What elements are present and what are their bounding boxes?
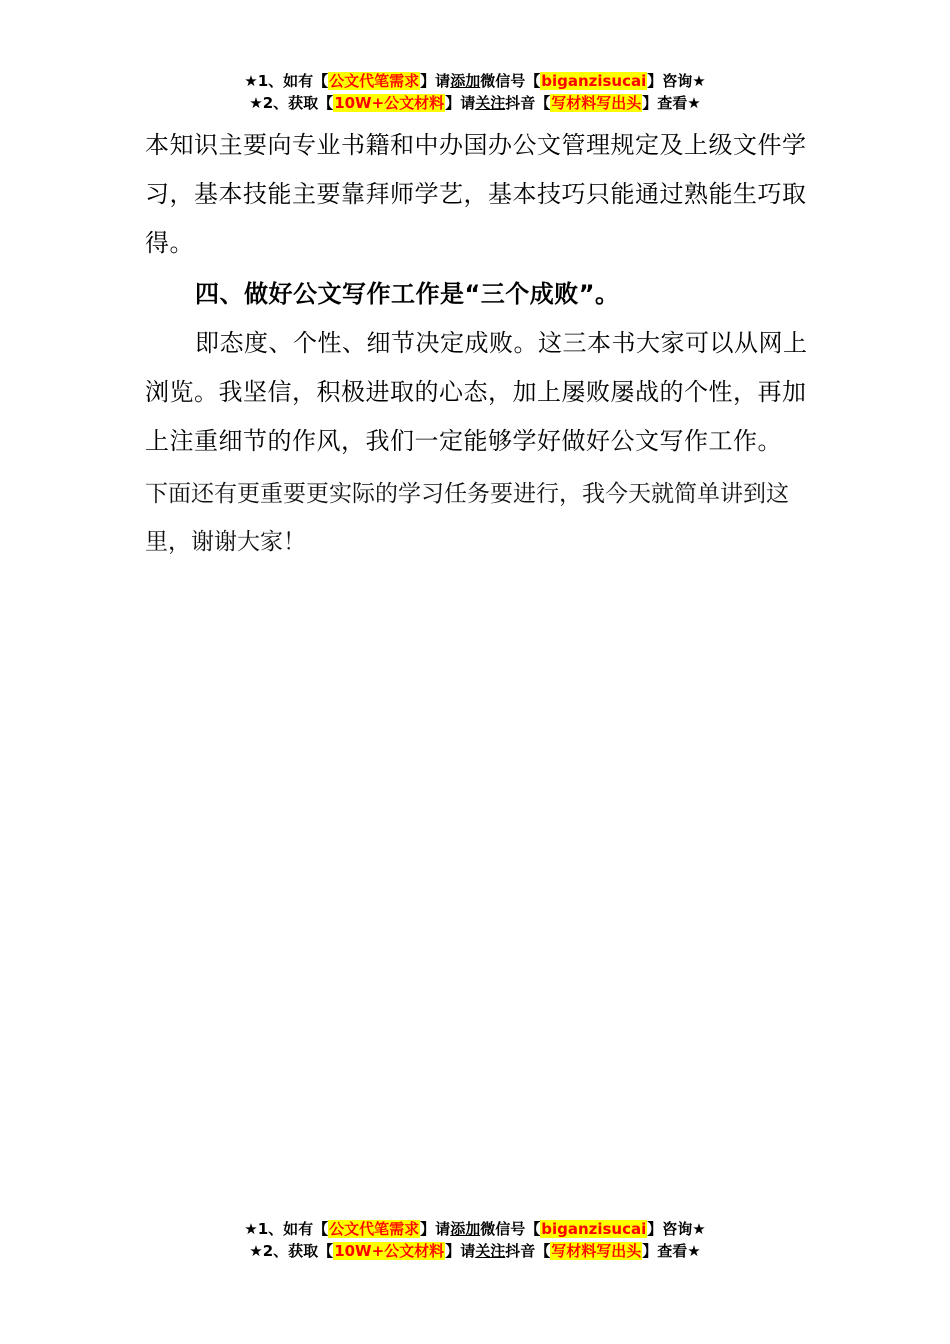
promo-underlined-add: 添加 — [450, 1220, 481, 1238]
promo-highlight-wechat-id: biganzisucai — [541, 72, 647, 90]
promo-highlight-douyin-account: 写材料写出头 — [551, 94, 642, 112]
document-body — [145, 121, 810, 566]
promo-highlight-ghostwriting: 公文代笔需求 — [329, 72, 420, 90]
promo-line-2-mid: 】请 — [445, 94, 476, 112]
top-promo-banner — [0, 70, 950, 114]
section-heading-4: 四、做好公文写作工作是“三个成败”。 — [195, 280, 620, 308]
bottom-promo-banner — [0, 1218, 950, 1262]
promo-highlight-materials: 10W+公文材料 — [334, 1242, 445, 1260]
promo-line-1-mid: 】请 — [420, 72, 451, 90]
promo-line-1 — [0, 70, 950, 92]
promo-line-1-mid2: 微信号【 — [480, 72, 541, 90]
promo-line-2-suffix: 】查看★ — [642, 1242, 701, 1260]
promo-line-2-prefix: ★2、获取【 — [249, 94, 334, 112]
promo-line-1-mid2: 微信号【 — [480, 1220, 541, 1238]
body-paragraph-2: 即态度、个性、细节决定成败。这三本书大家可以从网上浏览。我坚信，积极进取的心态，加上屡败屡战的个性，再加上注重细节的作风，我们一定能够学好做好公文写作工作。 — [145, 329, 808, 455]
promo-line-2-suffix: 】查看★ — [642, 94, 701, 112]
promo-line-1-prefix: ★1、如有【 — [244, 72, 329, 90]
promo-highlight-douyin-account: 写材料写出头 — [551, 1242, 642, 1260]
promo-line-2 — [0, 92, 950, 114]
closing-remarks: 下面还有更重要更实际的学习任务要进行，我今天就简单讲到这里，谢谢大家！ — [145, 481, 789, 555]
promo-underlined-follow: 关注 — [475, 94, 506, 112]
promo-line-1-prefix: ★1、如有【 — [244, 1220, 329, 1238]
promo-highlight-ghostwriting: 公文代笔需求 — [329, 1220, 420, 1238]
promo-line-1-suffix: 】咨询★ — [647, 72, 706, 90]
promo-line-2-mid2: 抖音【 — [505, 1242, 551, 1260]
promo-line-1-suffix: 】咨询★ — [647, 1220, 706, 1238]
promo-line-1-mid: 】请 — [420, 1220, 451, 1238]
promo-line-2-mid: 】请 — [445, 1242, 476, 1260]
promo-highlight-materials: 10W+公文材料 — [334, 94, 445, 112]
promo-underlined-add: 添加 — [450, 72, 481, 90]
promo-line-2-prefix: ★2、获取【 — [249, 1242, 334, 1260]
promo-underlined-follow: 关注 — [475, 1242, 506, 1260]
promo-highlight-wechat-id: biganzisucai — [541, 1220, 647, 1238]
promo-line-1 — [0, 1218, 950, 1240]
promo-line-2-mid2: 抖音【 — [505, 94, 551, 112]
body-paragraph-1: 本知识主要向专业书籍和中办国办公文管理规定及上级文件学习，基本技能主要靠拜师学艺，基本技巧只能通过熟能生巧取得。 — [145, 131, 807, 257]
promo-line-2 — [0, 1240, 950, 1262]
